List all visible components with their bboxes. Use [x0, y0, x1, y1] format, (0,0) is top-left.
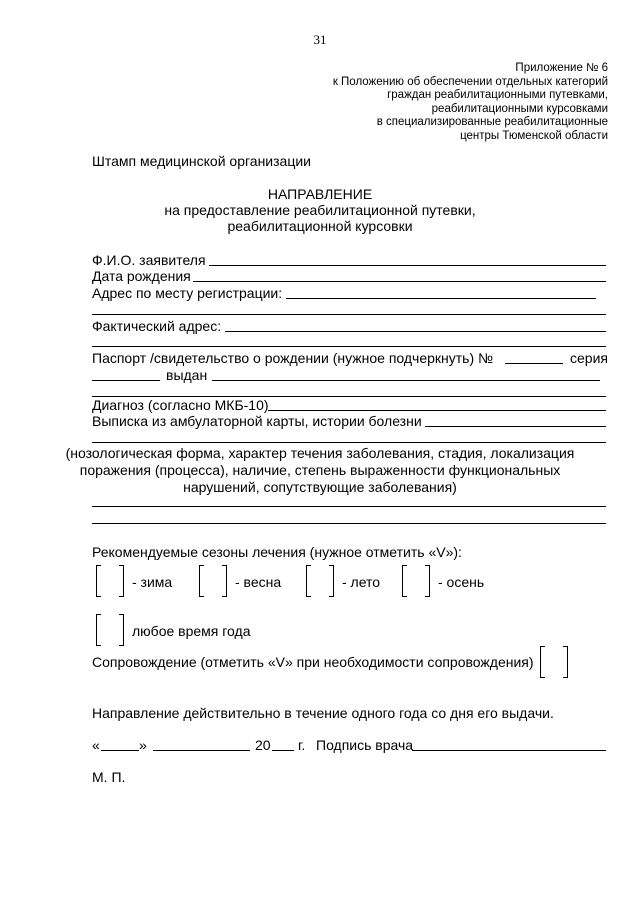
seal-mark: М. П.: [92, 769, 126, 785]
date-month-line[interactable]: [153, 750, 250, 751]
year-suffix-line[interactable]: [272, 750, 294, 751]
escort-label: Сопровождение (отметить «V» при необходимости сопровождения): [92, 654, 534, 670]
document-title: [0, 186, 640, 234]
summer-label: - лето: [342, 574, 381, 590]
autumn-checkbox[interactable]: [402, 565, 430, 597]
doctor-signature-label: Подпись врача: [316, 737, 414, 753]
passport-number-line[interactable]: [505, 363, 563, 364]
note-line-3: нарушений, сопутствующие заболевания): [183, 479, 457, 495]
series-label: серия: [570, 350, 608, 366]
reg-address-label: Адрес по месту регистрации:: [92, 285, 283, 301]
seasons-label: Рекомендуемые сезоны лечения (нужное отметить «V»):: [92, 544, 462, 560]
date-day-line[interactable]: [101, 750, 139, 751]
spring-label: - весна: [235, 574, 282, 590]
appendix-line: к Положению об обеспечении отдельных категорий: [332, 75, 608, 88]
actual-address-extra-line[interactable]: [92, 346, 606, 347]
stamp-label: Штамп медицинской организации: [92, 153, 311, 169]
appendix-header: [333, 62, 608, 143]
title-sub-2: реабилитационной курсовки: [227, 218, 413, 234]
any-time-label: любое время года: [132, 623, 251, 639]
nosology-note: [0, 445, 640, 496]
extract-label: Выписка из амбулаторной карты, истории болезни: [92, 413, 422, 429]
note-fill-line-1[interactable]: [92, 506, 606, 507]
appendix-line: в специализированные реабилитационные: [376, 116, 608, 128]
escort-checkbox[interactable]: [540, 646, 568, 678]
note-fill-line-2[interactable]: [92, 523, 606, 524]
winter-checkbox[interactable]: [96, 565, 124, 597]
series-field-line[interactable]: [92, 380, 160, 381]
doctor-signature-line[interactable]: [412, 750, 606, 751]
autumn-label: - осень: [438, 574, 485, 590]
spring-checkbox[interactable]: [199, 565, 227, 597]
winter-label: - зима: [132, 574, 173, 590]
summer-checkbox[interactable]: [306, 565, 334, 597]
note-line-1: (нозологическая форма, характер течения заболевания, стадия, локализация: [65, 445, 575, 461]
extract-field-line[interactable]: [425, 426, 606, 427]
any-time-checkbox[interactable]: [96, 614, 124, 646]
appendix-line: граждан реабилитационными путевками,: [387, 89, 608, 101]
issued-label: выдан: [166, 367, 208, 383]
fio-label: Ф.И.О. заявителя: [92, 252, 206, 268]
actual-address-label: Фактический адрес:: [92, 318, 222, 334]
date-quote-open: «: [92, 737, 100, 753]
year-prefix: 20: [255, 737, 271, 753]
appendix-line: Приложение № 6: [515, 62, 608, 74]
page-number: 31: [313, 32, 327, 47]
passport-label: Паспорт /свидетельство о рождении (нужное подчеркнуть) №: [92, 350, 494, 366]
reg-address-field-line[interactable]: [286, 298, 596, 299]
birth-date-field-line[interactable]: [193, 281, 606, 282]
note-line-2: поражения (процесса), наличие, степень выраженности функциональных: [79, 462, 561, 478]
title-main: НАПРАВЛЕНИЕ: [267, 186, 373, 202]
fio-field-line[interactable]: [209, 265, 606, 266]
validity-text: Направление действительно в течение одного года со дня его выдачи.: [92, 705, 554, 721]
appendix-line: реабилитационными курсовками: [431, 102, 608, 115]
diagnosis-label: Диагноз (согласно МКБ-10): [92, 397, 269, 413]
diagnosis-field-line[interactable]: [268, 410, 606, 411]
birth-date-label: Дата рождения: [92, 268, 191, 284]
title-sub-1: на предоставление реабилитационной путевки,: [164, 202, 476, 218]
extract-extra-line[interactable]: [92, 442, 606, 443]
date-quote-close: »: [139, 737, 147, 753]
appendix-line: центры Тюменской области: [460, 129, 608, 142]
reg-address-extra-line[interactable]: [92, 314, 606, 315]
actual-address-field-line[interactable]: [225, 331, 606, 332]
year-suffix: г.: [298, 737, 306, 753]
issued-field-line[interactable]: [212, 380, 600, 381]
